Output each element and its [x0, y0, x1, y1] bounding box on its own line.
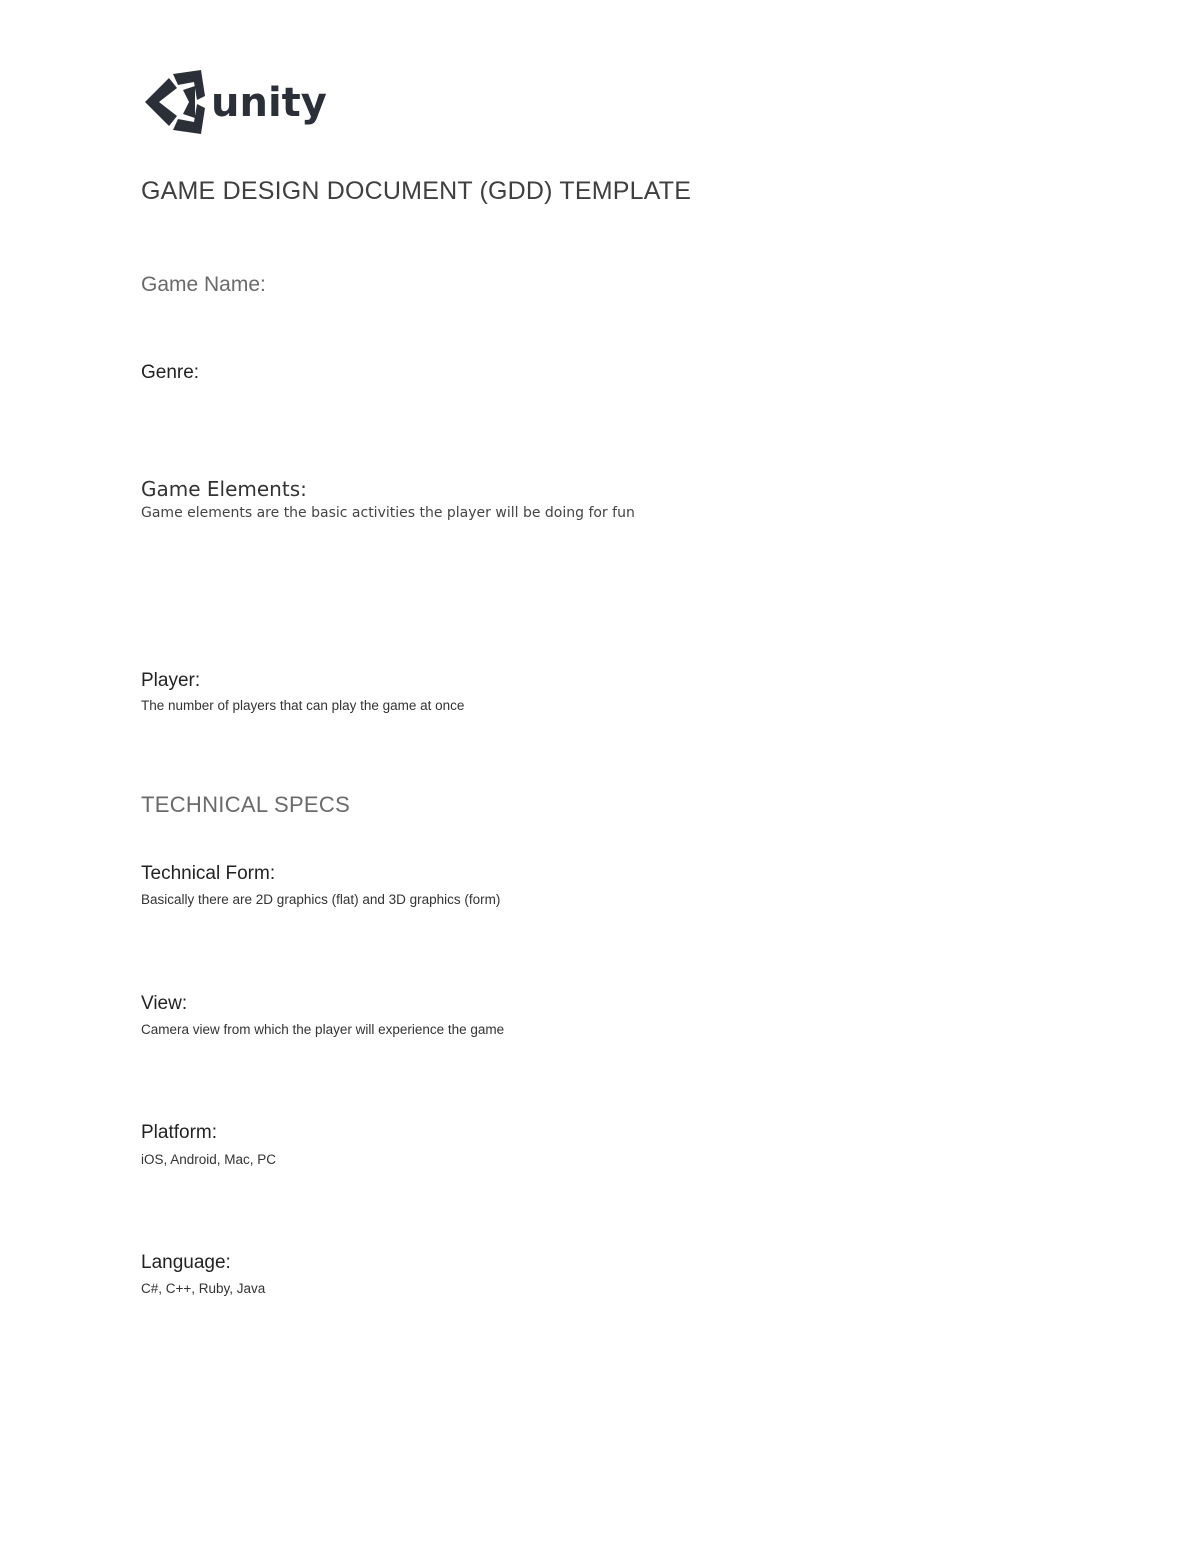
platform-label: Platform: [141, 1122, 218, 1143]
game-name-label: Game Name: [141, 273, 266, 296]
language-label: Language: [141, 1252, 231, 1273]
view-description: Camera view from which the player will experience the game [141, 1022, 505, 1037]
player-label: Player: [141, 670, 201, 691]
game-elements-description: Game elements are the basic activities the player will be doing for fun [141, 505, 635, 521]
unity-logo [143, 70, 327, 136]
player-description: The number of players that can play the game at once [141, 698, 465, 713]
genre-label: Genre: [141, 362, 200, 383]
unity-wordmark: unity [211, 80, 327, 126]
platform-description: iOS, Android, Mac, PC [141, 1152, 277, 1167]
technical-form-description: Basically there are 2D graphics (flat) and 3D graphics (form) [141, 892, 501, 907]
game-elements-label: Game Elements: [141, 477, 307, 501]
technical-form-label: Technical Form: [141, 863, 276, 884]
technical-specs-heading: TECHNICAL SPECS [141, 792, 351, 817]
unity-cube-icon [143, 70, 327, 136]
document-title: GAME DESIGN DOCUMENT (GDD) TEMPLATE [141, 177, 692, 205]
language-description: C#, C++, Ruby, Java [141, 1281, 266, 1296]
view-label: View: [141, 993, 188, 1014]
